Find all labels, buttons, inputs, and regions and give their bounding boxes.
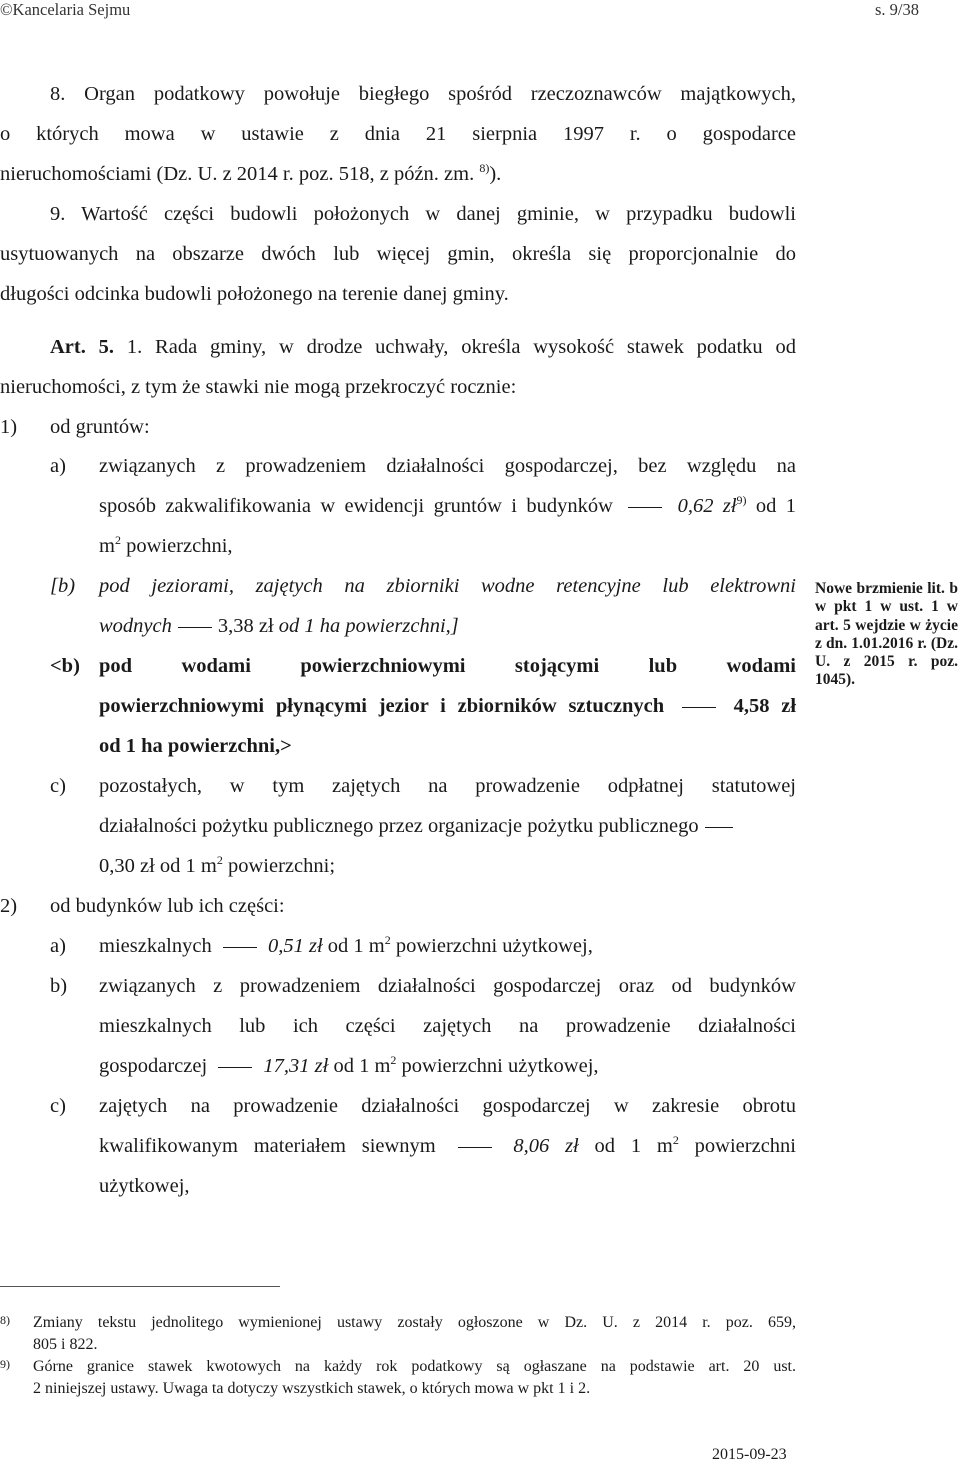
- footnote-text: Zmiany tekstu jednolitego wymienionej ustawy zostały ogłoszone w Dz. U. z 2014 r. poz. 659,: [33, 1314, 796, 1331]
- text-line: wodnych 3,38 zł od 1 ha powierzchni,]: [99, 615, 459, 637]
- text-line: nieruchomości, z tym że stawki nie mogą przekroczyć rocznie:: [0, 376, 517, 398]
- text-line: 8. Organ podatkowy powołuje biegłego spośród rzeczoznawców majątkowych,: [50, 83, 796, 105]
- footer-date: 2015-09-23: [712, 1446, 787, 1463]
- dash: [705, 827, 733, 829]
- text-line: długości odcinka budowli położonego na terenie danej gminy.: [0, 283, 509, 305]
- text-line: 0,30 zł od 1 $m^2$ powierzchni;: [99, 853, 336, 877]
- footnote-ref[interactable]: 9): [736, 493, 747, 507]
- text-line: pod jeziorami, zajętych na zbiorniki wodne retencyjne lub elektrowni: [99, 575, 796, 597]
- dash: [178, 627, 212, 629]
- dash: [682, 707, 716, 709]
- text-line: o których mowa w ustawie z dnia 21 sierpnia 1997 r. o gospodarce: [0, 123, 796, 145]
- text-line: mieszkalnych lub ich części zajętych na prowadzenie działalności: [99, 1015, 796, 1037]
- text-line: zajętych na prowadzenie działalności gospodarczej w zakresie obrotu: [99, 1095, 796, 1117]
- text-line: użytkowej,: [99, 1175, 190, 1197]
- text-line: nieruchomościami (Dz. U. z 2014 r. poz. 518, z późn. zm. $^{8)}$).: [0, 161, 502, 185]
- text-line: kwalifikowanym materiałem siewnym 8,06 zł od 1 $m^2$ powierzchni: [99, 1133, 797, 1157]
- text-line: pod wodami powierzchniowymi stojącymi lub wodami: [99, 655, 796, 677]
- item-number: 2): [0, 895, 18, 917]
- list-label: [b): [50, 575, 76, 597]
- page-number: s. 9/38: [875, 0, 920, 19]
- dash: [223, 947, 257, 949]
- text-line: działalności pożytku publicznego przez organizacje pożytku publicznego: [99, 814, 739, 838]
- list-label: a): [50, 935, 66, 957]
- item-text: od gruntów:: [50, 416, 150, 438]
- publisher-label: ©Kancelaria Sejmu: [0, 0, 131, 19]
- footnote-number: 9): [0, 1357, 10, 1371]
- text-line: sposób zakwalifikowania w ewidencji gruntów i budynków 0,62 $zł^{9)}$ od 1: [99, 493, 796, 517]
- footnote-separator: [0, 1286, 280, 1287]
- list-label: a): [50, 455, 66, 477]
- text-line: związanych z prowadzeniem działalności gospodarczej, bez względu na: [99, 455, 796, 477]
- dash: [458, 1147, 492, 1149]
- list-label: b): [50, 975, 68, 997]
- list-label: c): [50, 1095, 66, 1117]
- text-line: mieszkalnych 0,51 zł od 1 $m^2$ powierzchni użytkowej,: [99, 933, 593, 957]
- item-number: 1): [0, 416, 18, 438]
- footnote-number: 8): [0, 1313, 10, 1327]
- text-line: powierzchniowymi płynącymi jezior i zbiorników sztucznych 4,58 zł: [99, 695, 797, 717]
- text-line: Art. 5. 1. Rada gminy, w drodze uchwały, określa wysokość stawek podatku od: [50, 336, 796, 358]
- text-line: 9. Wartość części budowli położonych w danej gminie, w przypadku budowli: [50, 203, 796, 225]
- text-line: pozostałych, w tym zajętych na prowadzenie odpłatnej statutowej: [99, 775, 796, 797]
- dash: [218, 1067, 252, 1069]
- dash: [628, 507, 662, 509]
- margin-note: Nowe brzmienie lit. b w pkt 1 w ust. 1 w art. 5 wejdzie w życie z dn. 1.01.2016 r. (Dz. U. z 2015 r. poz. 1045).: [815, 580, 958, 689]
- text-line: związanych z prowadzeniem działalności gospodarczej oraz od budynków: [99, 975, 796, 997]
- text-line: usytuowanych na obszarze dwóch lub więcej gmin, określa się proporcjonalnie do: [0, 243, 796, 265]
- list-label: <b): [50, 655, 80, 677]
- article-label: Art. 5.: [50, 336, 115, 358]
- footnote-text: 805 i 822.: [33, 1336, 98, 1353]
- item-text: od budynków lub ich części:: [50, 895, 285, 917]
- text-line: $m^2$ powierzchni,: [99, 533, 233, 557]
- footnote-text: Górne granice stawek kwotowych na każdy rok podatkowy są ogłaszane na podstawie art. 20 ust.: [33, 1358, 796, 1375]
- footnote-text: 2 niniejszej ustawy. Uwaga ta dotyczy wszystkich stawek, o których mowa w pkt 1 i 2.: [33, 1380, 591, 1397]
- list-label: c): [50, 775, 66, 797]
- text-line: gospodarczej 17,31 zł od 1 $m^2$ powierzchni użytkowej,: [99, 1053, 599, 1077]
- footnote-ref[interactable]: 8): [479, 161, 490, 175]
- text-line: od 1 ha powierzchni,>: [99, 735, 292, 757]
